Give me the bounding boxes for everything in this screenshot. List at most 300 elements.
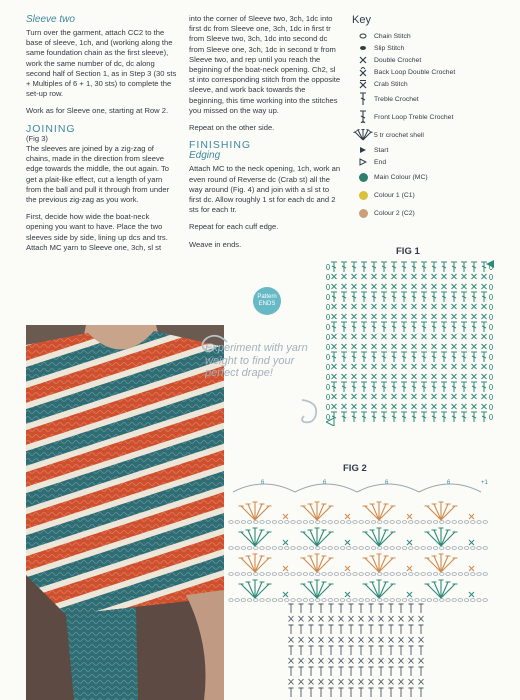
fig-2-chain (371, 521, 375, 524)
fig-2-stitch (329, 679, 334, 685)
fig-1-stitch (381, 262, 387, 272)
fig-1-stitch (332, 394, 337, 399)
edging-paragraph: Attach MC to the neck opening, 1ch, work an even round of Reverse dc (Crab st) all the way around (Fig. 4) and join with a sl st to first dc. Allow roughly 1 st for each dc and 2 sts for each tr. (189, 164, 341, 215)
fig-1-stitch (361, 262, 367, 272)
fig-1-stitch (472, 364, 477, 369)
fig-1-stitch (411, 322, 417, 332)
fig-1-stitch (462, 314, 467, 319)
fig-2-stitch (359, 658, 364, 664)
fig-1-stitch (352, 344, 357, 349)
fig-1-stitch (452, 284, 457, 289)
fig-2-stitch (369, 625, 374, 634)
sleeve-two-heading: Sleeve two (26, 14, 75, 25)
fig-2-stitch (379, 616, 384, 622)
fig-1-start-arrow (486, 260, 494, 268)
fig-2-stitch (299, 658, 304, 664)
fig-2-chain (409, 547, 413, 550)
fig-1-stitch (451, 262, 457, 272)
fig-2-chain (390, 599, 394, 602)
fig-2-stitch (349, 604, 354, 613)
fig-1-chain (489, 304, 492, 309)
fig-1-stitch (331, 352, 337, 362)
fig-2-repeat-label: 6 (323, 480, 327, 486)
fig-1-stitch (452, 274, 457, 279)
fig-2-stitch (309, 604, 314, 613)
fig-1-chain (326, 374, 329, 379)
fig-2-stitch (339, 688, 344, 697)
fig-2-stitch (369, 637, 374, 643)
fig-2-stitch (319, 625, 324, 634)
fig-1-stitch (411, 292, 417, 302)
fig-1-stitch (411, 412, 417, 422)
fig-2-chain (409, 599, 413, 602)
fig-1-stitch (481, 292, 487, 302)
fig-1-stitch (412, 284, 417, 289)
fig-2-stitch (289, 616, 294, 622)
fig-2-stitch (289, 637, 294, 643)
fig-1-stitch (452, 344, 457, 349)
fig-2-chain (427, 573, 431, 576)
fig-2-chain (427, 599, 431, 602)
fig-1-stitch (372, 344, 377, 349)
fig-1-stitch (431, 352, 437, 362)
fig-1-stitch (432, 284, 437, 289)
fig-2-stitch (299, 688, 304, 697)
fig-2-chain (272, 521, 276, 524)
fig-2-stitch (409, 658, 414, 664)
fig-1-stitch (432, 404, 437, 409)
fig-1-chain (489, 374, 492, 379)
work-as-paragraph: Work as for Sleeve one, starting at Row 2. (26, 106, 169, 116)
fig-2-stitch (339, 646, 344, 655)
fig-1-stitch (461, 292, 467, 302)
fig-2-chain (235, 547, 239, 550)
continued-paragraph: into the corner of Sleeve two, 3ch, 1dc into first dc from Sleeve one, 3ch, 1dc in first tr from Sleeve two, 3ch, 1dc into second dc from Sleeve one, 3ch, 1dc in second tr from Sleeve two, and rep until you reach the beginning of the boat-neck opening. Ch2, sl st into corresponding stitch from the opposite sleeve, and work back towards the beginning, this time working into the stitches you missed on the way up. (189, 14, 341, 115)
fig-2-chain (359, 547, 363, 550)
fig-2-chain (353, 573, 357, 576)
fig-2-stitch (389, 667, 394, 676)
fig-2-stitch (299, 646, 304, 655)
fig-2-stitch (349, 688, 354, 697)
fig-1-stitch (421, 322, 427, 332)
fig-1-stitch (472, 334, 477, 339)
fig-1-stitch (471, 322, 477, 332)
fig-2-dc (345, 566, 350, 571)
fig-1-chain (326, 344, 329, 349)
fig-2-chain (266, 573, 270, 576)
fig-2-stitch (309, 637, 314, 643)
fig-2-stitch (339, 679, 344, 685)
fig-1-stitch (332, 404, 337, 409)
fig-1-chain (489, 294, 492, 299)
fig-2-chain (384, 573, 388, 576)
fig-2-stitch (359, 667, 364, 676)
fig-1-stitch (481, 412, 487, 422)
fig-2-stitch (329, 604, 334, 613)
fig-2-chain (316, 573, 320, 576)
fig-2-chain (340, 521, 344, 524)
fig-1-stitch (361, 292, 367, 302)
fig-2-stitch (419, 625, 424, 634)
fig-1-stitch (471, 382, 477, 392)
fig-1-stitch (352, 404, 357, 409)
fig-1-stitch (452, 404, 457, 409)
fig-2-chain (353, 521, 357, 524)
fig-1-stitch (381, 412, 387, 422)
fig-1-stitch (401, 412, 407, 422)
fig-2-chain (433, 599, 437, 602)
fig-2-chain (415, 521, 419, 524)
fig-2-chain (309, 599, 313, 602)
fig-1-stitch (442, 304, 447, 309)
fig-1-stitch (342, 334, 347, 339)
fig-2-stitch (309, 679, 314, 685)
fig-1-chain (489, 324, 492, 329)
fig-1-stitch (332, 274, 337, 279)
fig-1-stitch (452, 334, 457, 339)
fig-2-chain (322, 573, 326, 576)
fig-1-stitch (461, 262, 467, 272)
fig-2-chain (446, 599, 450, 602)
fig-1-stitch (431, 382, 437, 392)
tip-callout: Experiment with yarn weight to find your perfect drape! (205, 342, 308, 379)
fig-2-chain (291, 599, 295, 602)
fig-1-stitch (382, 374, 387, 379)
fig-1-stitch (441, 292, 447, 302)
treble-crochet-icon (352, 92, 374, 106)
fig-1-stitch (372, 374, 377, 379)
fig-1-chain (326, 354, 329, 359)
main-colour-swatch (359, 173, 368, 182)
fig-2-chain (328, 573, 332, 576)
fig-2-stitch (359, 646, 364, 655)
key-item-dc: Double Crochet (352, 54, 512, 66)
fig-2-repeat-label: 6 (261, 480, 265, 486)
fig-1-stitch (332, 344, 337, 349)
fig-1-stitch (381, 292, 387, 302)
fig-2-stitch (409, 637, 414, 643)
fig-2-stitch (419, 667, 424, 676)
fig-1-stitch (482, 304, 487, 309)
fig-2-stitch (349, 616, 354, 622)
fig-2-stitch (329, 625, 334, 634)
start-arrow-icon (352, 146, 374, 154)
fig-2-chain (316, 599, 320, 602)
fig-1-chain (489, 404, 492, 409)
fig-1-stitch (451, 382, 457, 392)
fig-2-stitch (419, 679, 424, 685)
fig-2-dc (283, 566, 288, 571)
fig-2-shell (363, 554, 396, 572)
fig-1-chain (326, 394, 329, 399)
fig-2-chain (303, 599, 307, 602)
fig-1-stitch (442, 374, 447, 379)
key-item-mc: Main Colour (MC) (352, 168, 512, 186)
cuff-paragraph: Repeat for each cuff edge. (189, 222, 279, 232)
fig-2-stitch (399, 625, 404, 634)
fig-1-stitch (422, 284, 427, 289)
fig-1-stitch (412, 364, 417, 369)
fig-1-stitch (342, 364, 347, 369)
fig-1-stitch (392, 304, 397, 309)
fig-2-chain (278, 573, 282, 576)
fig-2-chain (477, 573, 481, 576)
fig-2-stitch (349, 658, 354, 664)
fig-2-chain (390, 521, 394, 524)
fig-2-repeat-label: 6 (385, 480, 389, 486)
key-item-c2: Colour 2 (C2) (352, 204, 512, 222)
fig-2-stitch (319, 646, 324, 655)
fig-2-stitch (319, 688, 324, 697)
fig-1-stitch (341, 352, 347, 362)
fig-1-stitch (382, 314, 387, 319)
fig-1-stitch (362, 404, 367, 409)
fig-2-dc (283, 514, 288, 519)
fig-1-stitch (362, 374, 367, 379)
fig-2-chain (278, 521, 282, 524)
fig-1-chain (489, 344, 492, 349)
fig-2-chain (433, 521, 437, 524)
fig-1-stitch (462, 334, 467, 339)
fig-2-chain (483, 521, 487, 524)
fig-2-shell (239, 528, 272, 546)
fig-2-chain (328, 599, 332, 602)
fig-2-chain (402, 547, 406, 550)
fig-2-chain (359, 521, 363, 524)
fig-1-stitch (352, 314, 357, 319)
fig-2-chain (458, 599, 462, 602)
fig-2-chain (266, 547, 270, 550)
fig-1-stitch (372, 274, 377, 279)
fig-2-stitch (369, 604, 374, 613)
fig-1-stitch (462, 394, 467, 399)
fig-2-chain (229, 573, 233, 576)
fig-1-stitch (481, 382, 487, 392)
fig-2-stitch (379, 625, 384, 634)
fig-2-dc (407, 592, 412, 597)
fig-2-stitch (409, 646, 414, 655)
fig-1-stitch (432, 344, 437, 349)
fig-2-chain (371, 599, 375, 602)
fig-1-stitch (442, 284, 447, 289)
fig-2-stitch (369, 658, 374, 664)
fig-2-stitch (289, 604, 294, 613)
fig-1-stitch (451, 412, 457, 422)
fig-2-stitch (299, 616, 304, 622)
fig-2-stitch (379, 658, 384, 664)
fig-1-stitch (391, 292, 397, 302)
fig-2-chain (353, 547, 357, 550)
fig-1-stitch (462, 304, 467, 309)
fig-1-stitch (401, 262, 407, 272)
fig-2-chain (483, 547, 487, 550)
back-loop-dc-icon (352, 67, 374, 77)
fig-2-chain (322, 521, 326, 524)
fig-2-chain (409, 573, 413, 576)
fig-2-shell (425, 528, 458, 546)
fig-2-chain (291, 547, 295, 550)
fig-2-chain (415, 599, 419, 602)
fig-2-stitch (289, 688, 294, 697)
fig-2-chain (390, 547, 394, 550)
fig-1-stitch (352, 374, 357, 379)
fig-1-stitch (482, 364, 487, 369)
fig-2-chain (371, 573, 375, 576)
fig-1-stitch (442, 314, 447, 319)
fig-2-shell (363, 502, 396, 520)
fig-1-stitch (331, 322, 337, 332)
fig-1-stitch (432, 314, 437, 319)
end-arrow-icon (352, 158, 374, 166)
fig-2-chain (396, 573, 400, 576)
fig-1-stitch (342, 374, 347, 379)
fig-1-stitch (371, 382, 377, 392)
fig-2-chain (247, 599, 251, 602)
fig-1-stitch (341, 322, 347, 332)
fig-2-shell (239, 502, 272, 520)
fig-2-chain (446, 573, 450, 576)
sleeve-two-paragraph: Turn over the garment, attach CC2 to the base of sleeve, 1ch, and (working along the same foundation chain as the first sleeve), work the same number of dc, dc along second half of Section 1, as in Step 3 (30 sts + Multiples of 6 + 1, 30 sts) to complete the set-up row. (26, 28, 177, 99)
fig-1-stitch (462, 344, 467, 349)
fig-2-stitch (409, 679, 414, 685)
fig-1-stitch (362, 274, 367, 279)
fig-2-stitch (289, 658, 294, 664)
fig-2-chain (452, 521, 456, 524)
front-loop-treble-icon (352, 110, 374, 124)
fig-2-chain (229, 547, 233, 550)
fig-2-chain (359, 599, 363, 602)
fig-1-stitch (472, 344, 477, 349)
fig-2-stitch (369, 688, 374, 697)
fig-1-stitch (381, 382, 387, 392)
fig-2-chart (225, 478, 497, 700)
fig-1-stitch (471, 352, 477, 362)
fig-2-dc (469, 566, 474, 571)
fig-2-chain (235, 599, 239, 602)
fig-2-chain (458, 547, 462, 550)
fig-2-stitch (339, 637, 344, 643)
fig-2-chain (384, 599, 388, 602)
fig-2-chain (402, 599, 406, 602)
fig-1-stitch (352, 394, 357, 399)
fig-1-stitch (432, 334, 437, 339)
fig-1-stitch (411, 352, 417, 362)
fig-1-stitch (412, 404, 417, 409)
fig-2-chain (421, 521, 425, 524)
fig-1-stitch (431, 412, 437, 422)
fig-2-stitch (339, 604, 344, 613)
fig-2-chain (471, 599, 475, 602)
fig-2-chain (464, 599, 468, 602)
fig-2-stitch (319, 658, 324, 664)
fig-2-chain (254, 521, 258, 524)
fig-1-stitch (402, 404, 407, 409)
left-text-column (26, 14, 178, 260)
fig-2-chain (359, 573, 363, 576)
finishing-heading: FINISHING (189, 139, 252, 152)
key-item-bldc: Back Loop Double Crochet (352, 66, 512, 78)
fig-2-stitch (329, 637, 334, 643)
fig-2-stitch (389, 679, 394, 685)
fig-1-stitch (332, 374, 337, 379)
fig-2-chain (452, 547, 456, 550)
fig-1-stitch (451, 352, 457, 362)
fig-2-stitch (329, 688, 334, 697)
fig-1-stitch (402, 314, 407, 319)
fig-2-chain (365, 521, 369, 524)
fig-1-stitch (412, 274, 417, 279)
fig-1-chain (326, 334, 329, 339)
fig-1-stitch (352, 274, 357, 279)
fig-1-stitch (402, 374, 407, 379)
colour-2-swatch (359, 209, 368, 218)
fig-2-stitch (309, 646, 314, 655)
fig-1-stitch (432, 374, 437, 379)
edging-heading: Edging (189, 150, 221, 162)
fig-1-stitch (382, 344, 387, 349)
fig-2-shell (301, 554, 334, 572)
fig-2-chain (347, 599, 351, 602)
fig-2-stitch (409, 625, 414, 634)
fig-2-chain (328, 521, 332, 524)
middle-text-column (189, 14, 341, 257)
fig-1-stitch (402, 304, 407, 309)
fig-2-chain (260, 599, 264, 602)
fig-1-chain (326, 274, 329, 279)
fig-1-stitch (431, 292, 437, 302)
fig-2-stitch (399, 658, 404, 664)
fig-2-stitch (299, 604, 304, 613)
fig-2-chain (421, 599, 425, 602)
fig-1-stitch (391, 382, 397, 392)
fig-1-stitch (412, 304, 417, 309)
fig-2-stitch (339, 616, 344, 622)
fig-1-stitch (422, 304, 427, 309)
fig-2-chain (353, 599, 357, 602)
fig-2-dc (283, 540, 288, 545)
fig-1-stitch (461, 382, 467, 392)
fig-1-stitch (342, 284, 347, 289)
fig-2-chain (297, 521, 301, 524)
fig-2-chain (291, 573, 295, 576)
fig-1-chain (489, 414, 492, 419)
fig-1-stitch (412, 344, 417, 349)
fig-1-stitch (442, 364, 447, 369)
fig-2-shell (239, 580, 272, 598)
fig-1-stitch (361, 322, 367, 332)
fig-1-stitch (331, 292, 337, 302)
fig-2-stitch (389, 637, 394, 643)
fig-2-chain (471, 547, 475, 550)
fig-1-stitch (361, 352, 367, 362)
fig-1-chain (326, 414, 329, 419)
fig-1-stitch (342, 304, 347, 309)
fig-1-stitch (382, 404, 387, 409)
fig-2-chain (365, 573, 369, 576)
fig-2-shell (239, 554, 272, 572)
fig-2-stitch (349, 667, 354, 676)
fig-2-chain (421, 547, 425, 550)
fig-1-chain (489, 384, 492, 389)
fig-2-chain (396, 521, 400, 524)
fig-1-stitch (401, 352, 407, 362)
fig-1-stitch (351, 382, 357, 392)
fig-2-stitch (359, 616, 364, 622)
fig-2-chain (396, 599, 400, 602)
fig-1-stitch (401, 382, 407, 392)
fig-2-stitch (389, 646, 394, 655)
fig-1-chain (326, 384, 329, 389)
